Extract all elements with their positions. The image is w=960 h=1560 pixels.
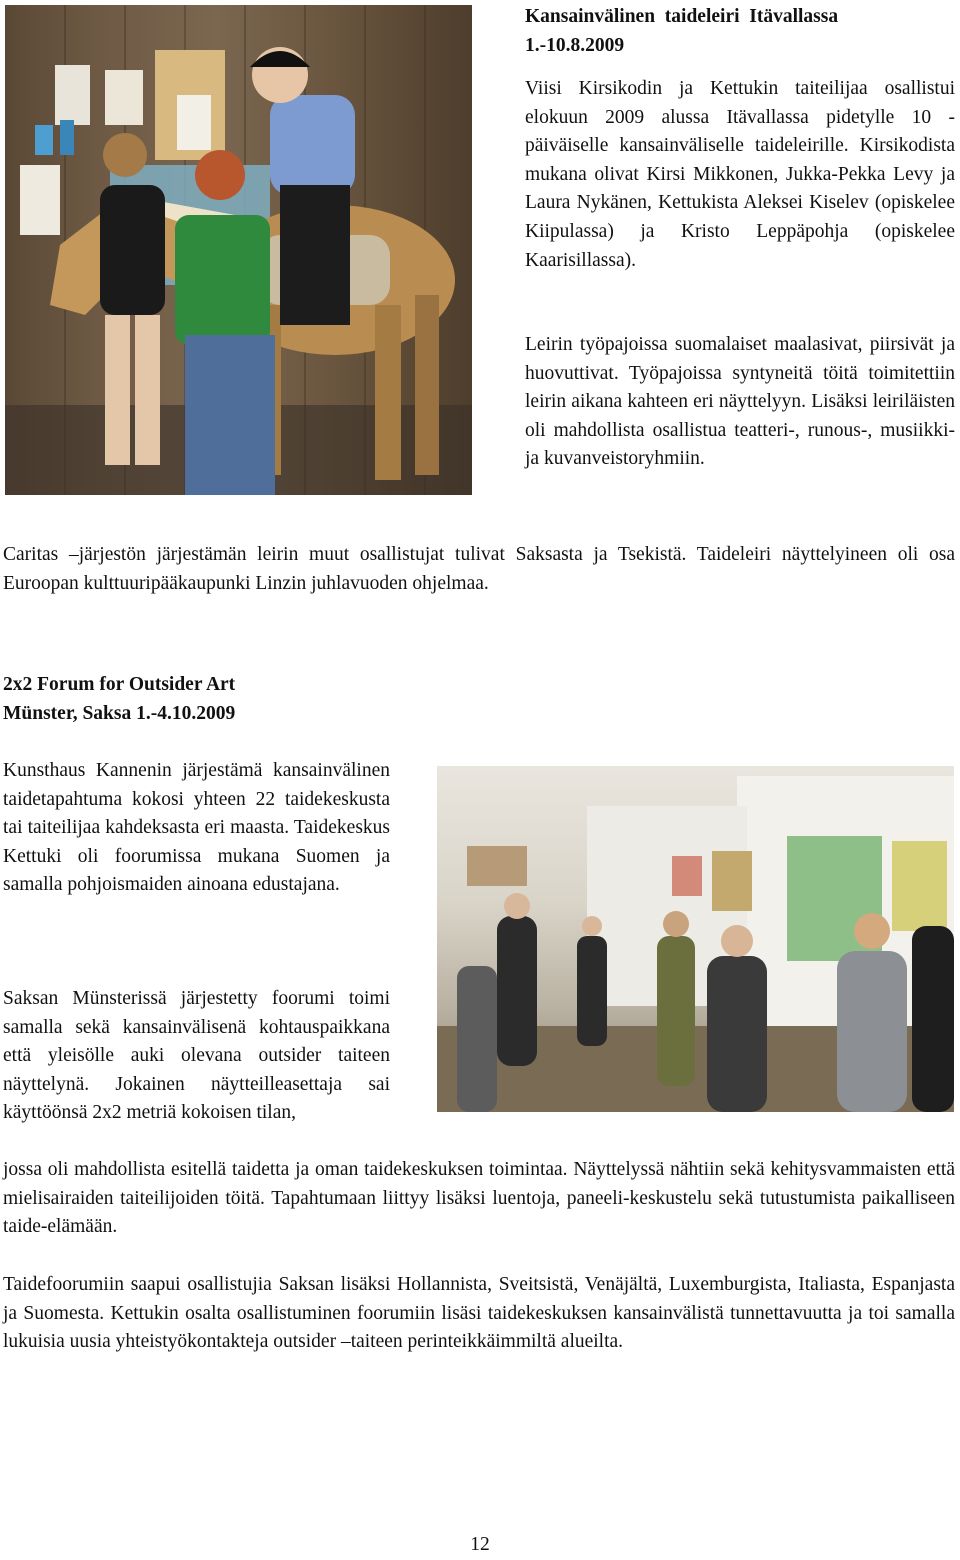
forum-exhibition-photo	[437, 766, 954, 1112]
camp-title-line-1: Kansainvälinen taideleiri Itävallassa	[525, 6, 839, 27]
forum-title	[3, 671, 603, 728]
forum-paragraph-1: Kunsthaus Kannenin järjestämä kansainvälinen taidetapahtuma kokosi yhteen 22 taidekeskusta tai taiteilijaa kahdeksasta eri maasta. Taidekeskus Kettuki oli foorumissa mukana Suomen ja samalla pohjoismaiden ainoana edustajana.	[3, 760, 390, 896]
forum-paragraph-3: Taidefoorumiin saapui osallistujia Saksan lisäksi Hollannista, Sveitsistä, Venäjältä, Luxemburgista, Italiasta, Espanjasta ja Suomesta. Kettukin osalta osallistuminen foorumiin lisäsi taidekeskuksen kansainvälistä tunnettavuutta ja toi samalla lukuisia uusia yhteistyökontakteja outsider –taiteen perinteikkäimmiltä alueilta.	[3, 1274, 955, 1353]
page-number: 12	[470, 1534, 490, 1555]
horse-riding-illustration	[5, 5, 472, 495]
exhibition-illustration	[437, 766, 954, 1112]
forum-paragraph-2-continued: jossa oli mahdollista esitellä taidetta ja oman taidekeskuksen toimintaa. Näyttelyssä nähtiin sekä kehitysvammaisten että mielisairaiden taiteilijoiden töitä. Tapahtumaan liittyy lisäksi luentoja, paneeli-keskustelu sekä tutustumista paikalliseen taide-elämään.	[3, 1159, 955, 1238]
camp-paragraph-3: Caritas –järjestön järjestämän leirin muut osallistujat tulivat Saksasta ja Tsekistä. Taideleiri näyttelyineen oli osa Euroopan kulttuuripääkaupunki Linzin juhlavuoden ohjelmaa.	[3, 544, 955, 594]
art-camp-photo	[5, 5, 472, 495]
forum-title-line-1: 2x2 Forum for Outsider Art	[3, 674, 236, 695]
camp-title-line-2: 1.-10.8.2009	[525, 34, 625, 56]
camp-paragraph-1: Viisi Kirsikodin ja Kettukin taiteilijaa osallistui elokuun 2009 alussa Itävallassa pidetylle 10 -päiväiselle kansainväliselle taideleirille. Kirsikodista mukana olivat Kirsi Mikkonen, Jukka-Pekka Levy ja Laura Nykänen, Kettukista Aleksei Kiselev (opiskelee Kiipulassa) ja Kristo Leppäpohja (opiskelee Kaarisillassa).	[525, 78, 955, 271]
forum-title-line-2: Münster, Saksa 1.-4.10.2009	[3, 702, 236, 724]
forum-paragraph-2-wrapped: Saksan Münsterissä järjestetty foorumi toimi samalla sekä kansainvälisenä kohtauspaikkana että yleisölle auki olevana outsider taiteen näyttelynä. Jokainen näytteilleasettaja sai käyttöönsä 2x2 metriä kokoisen tilan,	[3, 988, 390, 1124]
camp-title	[525, 3, 955, 60]
camp-paragraph-2: Leirin työpajoissa suomalaiset maalasivat, piirsivät ja huovuttivat. Työpajoissa syntyneitä töitä toimitettiin leirin aikana kahteen eri näyttelyyn. Lisäksi leiriläisten oli mahdollista osallistua teatteri-, runous-, musiikki- ja kuvanveistoryhmiin.	[525, 334, 955, 470]
